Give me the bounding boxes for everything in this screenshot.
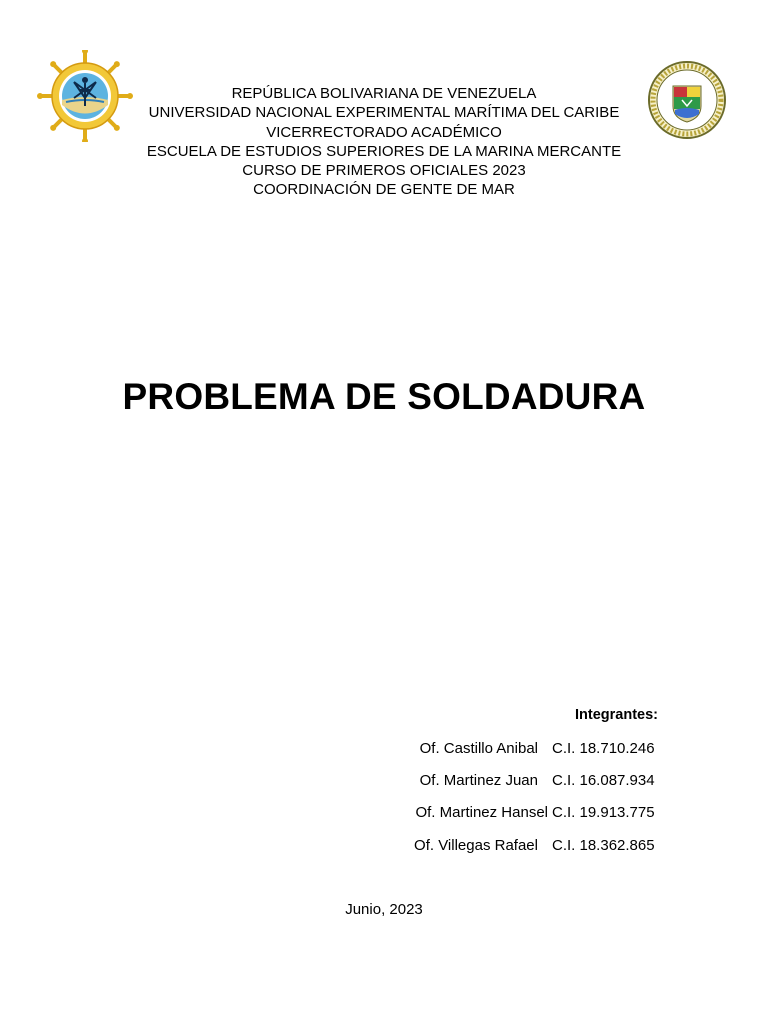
member-id: C.I. 16.087.934 — [552, 772, 655, 789]
header-line-university: UNIVERSIDAD NACIONAL EXPERIMENTAL MARÍTIMA DEL CARIBE — [148, 104, 620, 122]
document-date: Junio, 2023 — [345, 901, 423, 918]
member-id: C.I. 18.710.246 — [552, 740, 655, 757]
member-name: Of. Castillo Anibal — [419, 740, 538, 757]
member-row — [380, 740, 658, 760]
member-id: C.I. 18.362.865 — [552, 837, 655, 854]
member-row — [380, 772, 658, 792]
header-line-vicerrectorado: VICERRECTORADO ACADÉMICO — [266, 123, 502, 141]
institution-header — [100, 84, 668, 200]
member-name: Of. Martinez Juan — [419, 772, 538, 789]
member-name: Of. Martinez Hansel — [415, 804, 548, 821]
member-name: Of. Villegas Rafael — [414, 837, 538, 854]
member-id: C.I. 19.913.775 — [552, 804, 655, 821]
document-title: PROBLEMA DE SOLDADURA — [122, 376, 646, 417]
header-line-course: CURSO DE PRIMEROS OFICIALES 2023 — [242, 162, 526, 180]
member-row — [380, 804, 658, 824]
member-row — [380, 837, 658, 857]
header-line-school: ESCUELA DE ESTUDIOS SUPERIORES DE LA MARINA MERCANTE — [146, 142, 622, 160]
header-line-republic: REPÚBLICA BOLIVARIANA DE VENEZUELA — [231, 85, 537, 102]
header-line-coordination: COORDINACIÓN DE GENTE DE MAR — [253, 181, 515, 199]
members-heading: Integrantes: — [575, 707, 658, 723]
